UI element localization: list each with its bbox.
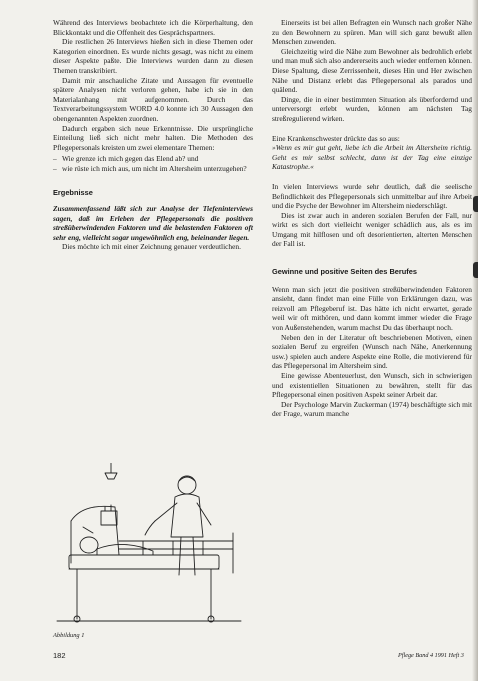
right-column	[272, 18, 472, 419]
section-heading-results: Ergebnisse	[53, 187, 93, 197]
left-column	[53, 18, 253, 252]
paragraph: Wenn man sich jetzt die positiven streßüberwindenden Faktoren ansieht, dann findet man eine Fülle von Erklärungen dazu, was reizvoll am Pflegeberuf ist. Das hätte ich nicht erwartet, gerade weil wir oft mithören, und dann kommt immer wieder die Frage von Außenstehenden, warum machst Du das überhaupt noch.	[272, 284, 472, 333]
spacer	[272, 124, 472, 134]
section-heading-gains: Gewinne und positive Seiten des Berufes	[272, 267, 417, 277]
paragraph: In vielen Interviews wurde sehr deutlich, daß die seelische Befindlichkeit des Pflegepersonals sich unmittelbar auf ihre Arbeit und die Psyche der Bewohner im Altersheim niederschlägt.	[272, 181, 472, 211]
paragraph: Gleichzeitig wird die Nähe zum Bewohner als bedrohlich erlebt und man muß sich also andererseits auch wieder entfernen können. Diese Spaltung, diese Zerrissenheit, dieses Hin und Her zwischen Nähe und Distanz erlebt das Pflegepersonal als parados und quälend.	[272, 46, 472, 95]
paragraph: Während des Interviews beobachtete ich die Körperhaltung, den Blickkontakt und die Offenheit des Gesprächspartners.	[53, 18, 253, 37]
page-number: 182	[53, 651, 66, 660]
paragraph: Neben den in der Literatur oft beschriebenen Motiven, einen sozialen Beruf zu ergreifen (Wunsch nach Nähe, Anerkennung usw.) spielen auch andere Aspekte eine Rolle, die motivierend für das Pflegepersonal im Altersheim sind.	[272, 332, 472, 371]
paragraph: Die restlichen 26 Interviews hießen sich in diese Themen oder Kategorien einordnen. Es wurde nichts gesagt, was nicht zu einem dieser Aspekte paßte. Die Interviews wurden dann zu diesen Themen transkribiert.	[53, 37, 253, 75]
page-edge-shadow	[472, 0, 478, 681]
quote-intro: Eine Krankenschwester drückte das so aus:	[272, 133, 400, 143]
paragraph: Einerseits ist bei allen Befragten ein Wunsch nach großer Nähe zu den Bewohnern zu spüren. Man will sich ganz bewußt allen Menschen zuwenden.	[272, 18, 472, 47]
spacer	[272, 172, 472, 182]
index-tab-marker	[473, 262, 478, 278]
paragraph: Damit mir anschauliche Zitate und Aussagen für eventuelle spätere Analysen nicht verloren gehen, habe ich sie in den Materialanhang mit aufgenommen. Durch das Textverarbeitungssystem WORD 4.0 konnte ich 30 Aussagen den obengenannten Aspekten zuordnen.	[53, 75, 253, 123]
paragraph: Dies ist zwar auch in anderen sozialen Berufen der Fall, nur wirkt es sich dort vielleicht weniger schädlich aus, als es im Umgang mit hilflosen und oft desorientierten, alterten Menschen der Fall ist.	[272, 210, 472, 249]
paragraph: Dadurch ergaben sich neue Erkenntnisse. Die ursprüngliche Einteilung ließ sich nicht mehr halten. Die Methoden des Pflegepersonals kreisten um zwei elementare Themen:	[53, 123, 253, 152]
theme-list	[53, 154, 253, 173]
journal-footer: Pflege Band 4 1991 Heft 3	[398, 652, 464, 659]
paragraph: Der Psychologe Marvin Zuckerman (1974) beschäftigte sich mit der Frage, warum manche	[272, 399, 472, 419]
list-item: – wie rüste ich mich aus, um nicht im Altersheim unterzugehen?	[53, 164, 253, 174]
summary-paragraph: Zusammenfassend läßt sich zur Analyse der Tiefeninterviews sagen, daß im Erleben der Pflegepersonals die positiven streßüberwindenden Faktoren und die belastenden Faktoren oft sehr eng, vielleicht sogar ungewöhnlich eng, beieinander liegen.	[53, 204, 253, 242]
list-item: – Wie grenze ich mich gegen das Elend ab? und	[53, 154, 253, 164]
index-tab-marker	[473, 196, 478, 212]
paragraph: Dinge, die in einer bestimmten Situation als überfordernd und unterversorgt erlebt wurden, können am nächsten Tag streßregulierend wirken.	[272, 94, 472, 123]
paragraph: Eine gewisse Abenteuerlust, den Wunsch, sich in schwierigen und existentiellen Situationen zu bewähren, stellt für das Pflegepersonal einen positiven Aspekt seiner Arbeit dar.	[272, 371, 472, 400]
figure-caption: Abbildung 1	[53, 632, 85, 639]
paragraph: Dies möchte ich mit einer Zeichnung genauer verdeutlichen.	[62, 242, 241, 252]
nursing-illustration	[53, 463, 245, 623]
nurse-quote: »Wenn es mir gut geht, liebe ich die Arbeit im Altersheim richtig. Geht es mir selbst schlecht, dann ist der Tag eine einzige Katastrophe.«	[272, 143, 472, 172]
